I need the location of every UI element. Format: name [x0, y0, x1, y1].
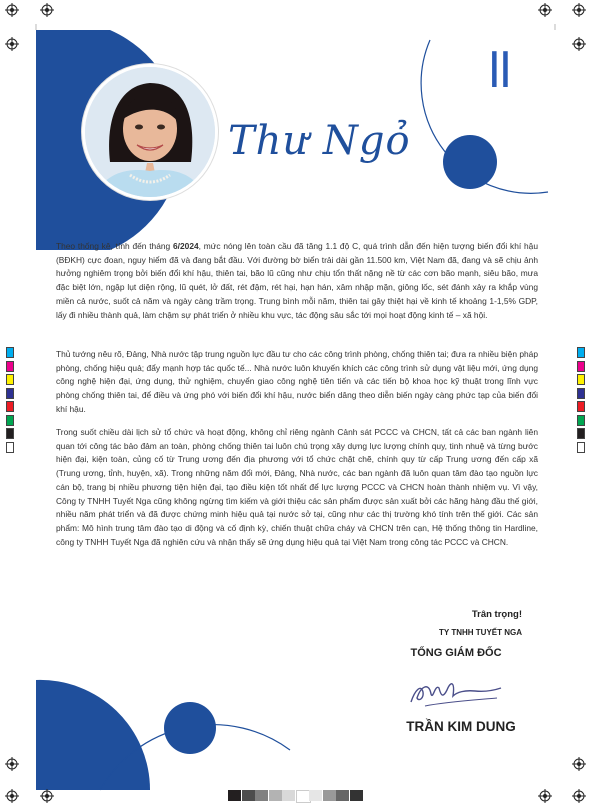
registration-mark-icon — [538, 3, 552, 17]
gray-step — [269, 790, 282, 801]
ceo-portrait — [82, 64, 218, 200]
registration-mark-icon — [5, 757, 19, 771]
section-numeral: II — [490, 41, 513, 99]
paragraph-1-rest: , mức nóng lên toàn cầu đã tăng 1.1 độ C, quá trình dẫn đến hiện tượng biến đổi khí hậu (BĐKH) cực đoan, nguy hiểm đã và đang bắt đầu. Với đường bờ biển trải dài gần 11.500 km, Việt Nam đã, đang và sẽ chịu ảnh hưởng nghiêm trọng bởi biến đổi khí hậu, thiên tai, bão lũ cũng như chịu tổn thất nặng nề từ các cơn bão mạnh, siêu bão, mưa đặc biệt lớn, ngập lụt diện rộng, lũ quét, lở đất, rét đậm, rét hại, hạn hán, xâm nhập mặn, giông lốc, sét đánh xảy ra khắp vùng miền cả nước, suốt cả năm và ngày càng trầm trọng. Trung bình mỗi năm, thiên tai gây thiệt hại về kinh tế khoảng 1-1,5% GDP, lấy đi nhiều thành quả, làm chậm sự phát triển ở nhiều khu vực, tác động sâu sắc tới mọi hoạt động kinh tế – xã hội. — [56, 241, 538, 320]
registration-mark-icon — [40, 3, 54, 17]
registration-mark-icon — [5, 37, 19, 51]
color-swatch — [6, 415, 14, 426]
portrait-illustration — [85, 67, 215, 197]
registration-mark-icon — [572, 37, 586, 51]
gray-step — [336, 790, 349, 801]
highlight-month: 6/2024 — [173, 241, 199, 251]
signer-name: TRẦN KIM DUNG — [406, 719, 516, 734]
position-title: TỔNG GIÁM ĐỐC — [410, 647, 502, 659]
registration-mark-icon — [572, 789, 586, 803]
registration-mark-icon — [538, 789, 552, 803]
gray-step — [255, 790, 268, 801]
gray-step — [350, 790, 363, 801]
registration-mark-icon — [572, 3, 586, 17]
paragraph-1-start: Theo thống kê, tính đến tháng — [56, 241, 174, 251]
color-swatch — [577, 401, 585, 412]
top-right-circle — [443, 135, 497, 189]
color-swatch — [6, 388, 14, 399]
gray-step — [282, 790, 295, 801]
color-swatch — [577, 388, 585, 399]
gray-step — [309, 790, 322, 801]
color-swatch — [6, 401, 14, 412]
bottom-left-half-circle — [36, 680, 150, 790]
color-swatch — [6, 428, 14, 439]
color-swatch — [6, 374, 14, 385]
handwritten-signature — [405, 672, 505, 712]
registration-mark-icon — [5, 789, 19, 803]
paragraph-2: Thủ tướng nêu rõ, Đảng, Nhà nước tập trung nguồn lực đầu tư cho các công trình phòng, chống thiên tai; đưa ra nhiều biện pháp phòng, chống hiệu quả; đẩy mạnh hợp tác quốc tế... Nhà nước luôn khuyến khích các công trình sử dụng vật liệu mới, ứng dụng công nghệ hiện đại, ứng dụng, thử nghiệm, chuyển giao công nghệ tiên tiến và các tiến bộ khoa học kỹ thuật trong lĩnh vực phòng chống thiên tai, để điều và ứng phó với biến đổi khí hậu, nước biển dâng theo diễn biến ngày càng phức tạp của biến đổi khí hậu. — [56, 349, 538, 414]
color-swatch — [6, 347, 14, 358]
color-swatch — [6, 361, 14, 372]
color-swatch — [577, 361, 585, 372]
bottom-circle — [164, 702, 216, 754]
color-swatch — [577, 442, 585, 453]
color-swatch — [577, 428, 585, 439]
gray-step — [228, 790, 241, 801]
registration-mark-icon — [572, 757, 586, 771]
registration-mark-icon — [5, 3, 19, 17]
closing-regards: Trân trọng! — [471, 609, 522, 620]
paragraph-1 — [56, 240, 538, 322]
paragraph-3: Trong suốt chiều dài lịch sử tổ chức và hoạt động, không chỉ riêng ngành Cảnh sát PCCC và CHCN, tất cả các ban ngành liên quan tới công tác bảo đảm an toàn, phòng chống thiên tai luôn chú trọng xây dựng lực lượng chính quy, tinh nhuệ và từng bước hiện đại, kiện toàn, củng cố từ Trung ương đến địa phương với tổ chức chặt chẽ, chính quy từ cấp Trung ương đến cấp xã (Trung ương, tỉnh, huyện, xã). Trong những năm đổi mới, Đảng, Nhà nước, các ban ngành đã luôn quan tâm đào tạo nguồn lực cán bộ, trang bị nhiều phương tiện hiện đại, tạo điều kiện tốt nhất để lực lượng PCCC và CHCN hoàn thành nhiệm vụ. Vì vậy, Công ty TNHH Tuyết Nga cũng không ngừng tìm kiếm và giới thiệu các sản phẩm được sản xuất bởi các hãng hàng đầu thế giới, nhiều năm phát triển và đã được chứng minh hiệu quả tại nước sở tại, cũng như các thị trường khó tính trên thế giới. Các sản phẩm: Mô hình trung tâm đào tạo di động và cố định kỳ, chiến thuật chữa cháy và CHCN trên cạn, Hệ thống thông tin Hardline, công ty TNHH Tuyết Nga đã nghiên cứu và nhận thấy sẽ ứng dụng hiệu quả tại Việt Nam trong công tác PCCC và CHCN. — [56, 427, 538, 547]
letter-title: Thư Ngỏ — [228, 118, 411, 164]
registration-mark-icon — [40, 789, 54, 803]
color-swatch — [6, 442, 14, 453]
color-swatch — [577, 347, 585, 358]
gray-step — [323, 790, 336, 801]
color-swatch — [577, 374, 585, 385]
color-swatch — [577, 415, 585, 426]
company-name: TY TNHH TUYẾT NGA — [439, 628, 522, 637]
gray-step — [242, 790, 255, 801]
